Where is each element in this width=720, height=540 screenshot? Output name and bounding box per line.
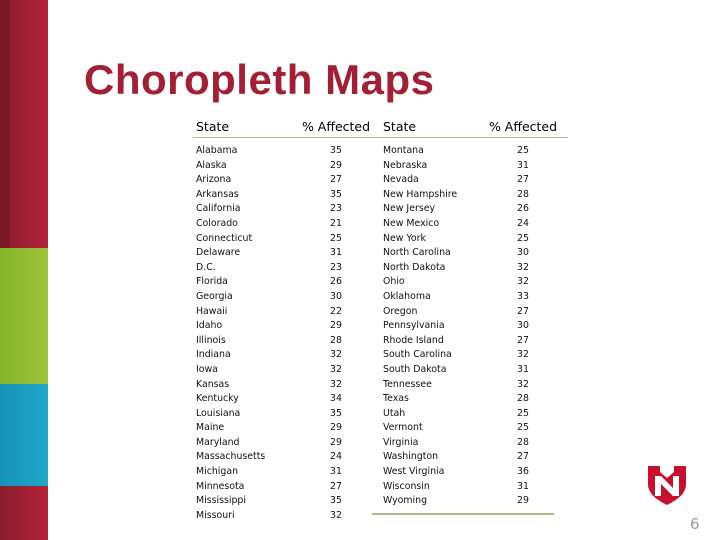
left-value-cell: 24 bbox=[330, 451, 342, 463]
table-row bbox=[193, 261, 568, 276]
table-row bbox=[193, 202, 568, 217]
table-row bbox=[193, 232, 568, 247]
right-state-cell: New York bbox=[383, 232, 426, 244]
left-value-cell: 27 bbox=[330, 174, 342, 186]
left-value-cell: 29 bbox=[330, 159, 342, 171]
table-row bbox=[193, 392, 568, 407]
right-value-cell: 36 bbox=[517, 466, 529, 478]
left-state-cell: Mississippi bbox=[196, 495, 246, 507]
right-value-cell: 27 bbox=[517, 334, 529, 346]
right-value-cell: 33 bbox=[517, 290, 529, 302]
right-value-cell: 27 bbox=[517, 451, 529, 463]
right-state-cell: New Hampshire bbox=[383, 188, 458, 200]
right-value-cell: 27 bbox=[517, 174, 529, 186]
table-row bbox=[193, 378, 568, 393]
right-value-cell: 26 bbox=[517, 203, 529, 215]
right-state-cell: New Mexico bbox=[383, 217, 440, 229]
left-state-cell: Hawaii bbox=[196, 305, 228, 317]
left-value-cell: 29 bbox=[330, 320, 342, 332]
right-value-cell: 25 bbox=[517, 232, 529, 244]
right-value-cell: 28 bbox=[517, 436, 529, 448]
right-value-cell: 28 bbox=[517, 188, 529, 200]
left-value-cell: 23 bbox=[330, 203, 342, 215]
left-value-cell: 29 bbox=[330, 422, 342, 434]
right-state-cell: Oregon bbox=[383, 305, 418, 317]
left-value-cell: 21 bbox=[330, 217, 342, 229]
left-state-cell: Georgia bbox=[196, 290, 233, 302]
left-value-cell: 27 bbox=[330, 480, 342, 492]
right-value-cell: 31 bbox=[517, 480, 529, 492]
header-state-right: State bbox=[381, 115, 478, 138]
header-state-left: State bbox=[193, 115, 291, 138]
right-state-cell: North Carolina bbox=[383, 247, 451, 259]
table-row bbox=[193, 407, 568, 422]
right-state-cell: Ohio bbox=[383, 276, 405, 288]
right-value-cell: 28 bbox=[517, 393, 529, 405]
table-row bbox=[193, 275, 568, 290]
left-state-cell: Arizona bbox=[196, 174, 232, 186]
right-state-cell: Wyoming bbox=[383, 495, 428, 507]
table-row bbox=[193, 494, 568, 509]
left-state-cell: Missouri bbox=[196, 509, 235, 521]
right-state-cell: Texas bbox=[383, 393, 409, 405]
left-state-cell: Kentucky bbox=[196, 393, 239, 405]
left-value-cell: 25 bbox=[330, 232, 342, 244]
left-value-cell: 32 bbox=[330, 363, 342, 375]
right-value-cell: 30 bbox=[517, 247, 529, 259]
table-row bbox=[193, 509, 568, 524]
sidebar-band-blue bbox=[0, 384, 48, 486]
right-state-cell: Tennessee bbox=[383, 378, 432, 390]
table-row bbox=[193, 246, 568, 261]
sidebar-color-bands bbox=[0, 0, 48, 540]
right-state-cell: Montana bbox=[383, 145, 424, 156]
left-value-cell: 35 bbox=[330, 188, 342, 200]
right-state-cell: Wisconsin bbox=[383, 480, 430, 492]
left-state-cell: Delaware bbox=[196, 247, 241, 259]
right-state-cell: Pennsylvania bbox=[383, 320, 445, 332]
left-value-cell: 35 bbox=[330, 145, 342, 156]
right-value-cell: 25 bbox=[517, 407, 529, 419]
table-row bbox=[193, 173, 568, 188]
right-state-cell: South Dakota bbox=[383, 363, 447, 375]
left-state-cell: Maine bbox=[196, 422, 225, 434]
table-row bbox=[193, 159, 568, 174]
right-value-cell: 31 bbox=[517, 159, 529, 171]
table-row bbox=[193, 334, 568, 349]
right-state-cell: Utah bbox=[383, 407, 406, 419]
table-row bbox=[193, 436, 568, 451]
table-row bbox=[193, 421, 568, 436]
right-value-cell: 25 bbox=[517, 145, 529, 156]
right-value-cell: 25 bbox=[517, 422, 529, 434]
right-state-cell bbox=[381, 509, 478, 524]
left-value-cell: 31 bbox=[330, 466, 342, 478]
right-value-cell: 32 bbox=[517, 261, 529, 273]
left-state-cell: Alaska bbox=[196, 159, 227, 171]
sidebar-band-dark-edge bbox=[0, 0, 10, 248]
left-state-cell: Arkansas bbox=[196, 188, 239, 200]
right-value-cell: 27 bbox=[517, 305, 529, 317]
left-state-cell: Michigan bbox=[196, 466, 239, 478]
table-row bbox=[193, 319, 568, 334]
right-state-cell: Nevada bbox=[383, 174, 419, 186]
right-state-cell: Virginia bbox=[383, 436, 419, 448]
table-body bbox=[193, 138, 568, 524]
left-value-cell: 29 bbox=[330, 436, 342, 448]
right-state-cell: Nebraska bbox=[383, 159, 428, 171]
sidebar-band-green bbox=[0, 248, 48, 384]
table-row bbox=[193, 363, 568, 378]
right-state-cell: Washington bbox=[383, 451, 439, 463]
left-value-cell: 22 bbox=[330, 305, 342, 317]
right-state-cell: New Jersey bbox=[383, 203, 436, 215]
left-state-cell: Illinois bbox=[196, 334, 226, 346]
left-state-cell: Maryland bbox=[196, 436, 240, 448]
left-value-cell: 35 bbox=[330, 407, 342, 419]
left-state-cell: Louisiana bbox=[196, 407, 241, 419]
n-logo-icon bbox=[645, 462, 689, 506]
table-bottom-rule bbox=[372, 513, 554, 515]
right-value-cell: 32 bbox=[517, 378, 529, 390]
sidebar-band-red-bottom bbox=[0, 486, 48, 540]
table-row bbox=[193, 138, 568, 159]
right-state-cell: Vermont bbox=[383, 422, 423, 434]
table-row bbox=[193, 305, 568, 320]
right-value-cell: 32 bbox=[517, 349, 529, 361]
table-row bbox=[193, 465, 568, 480]
left-state-cell: Massachusetts bbox=[196, 451, 266, 463]
left-value-cell: 32 bbox=[330, 349, 342, 361]
right-value-cell bbox=[478, 509, 568, 524]
left-state-cell: Florida bbox=[196, 276, 228, 288]
left-state-cell: Connecticut bbox=[196, 232, 253, 244]
left-value-cell: 28 bbox=[330, 334, 342, 346]
table-row bbox=[193, 188, 568, 203]
table-row bbox=[193, 290, 568, 305]
right-state-cell: West Virginia bbox=[383, 466, 445, 478]
slide-title: Choropleth Maps bbox=[84, 56, 435, 103]
left-state-cell: D.C. bbox=[196, 261, 216, 273]
left-state-cell: Idaho bbox=[196, 320, 223, 332]
table-header-row bbox=[193, 115, 568, 138]
right-state-cell: Oklahoma bbox=[383, 290, 431, 302]
left-value-cell: 30 bbox=[330, 290, 342, 302]
right-state-cell: Rhode Island bbox=[383, 334, 444, 346]
left-value-cell: 35 bbox=[330, 495, 342, 507]
left-state-cell: Colorado bbox=[196, 217, 238, 229]
left-state-cell: Iowa bbox=[196, 363, 218, 375]
left-value-cell: 32 bbox=[330, 378, 342, 390]
right-value-cell: 31 bbox=[517, 363, 529, 375]
state-affected-table bbox=[193, 115, 568, 523]
left-value-cell: 23 bbox=[330, 261, 342, 273]
right-state-cell: South Carolina bbox=[383, 349, 452, 361]
table-row bbox=[193, 348, 568, 363]
left-value-cell: 32 bbox=[330, 509, 342, 521]
right-value-cell: 29 bbox=[517, 495, 529, 507]
right-state-cell: North Dakota bbox=[383, 261, 446, 273]
header-affected-left: % Affected bbox=[291, 115, 381, 138]
left-state-cell: California bbox=[196, 203, 241, 215]
left-value-cell: 31 bbox=[330, 247, 342, 259]
header-affected-right: % Affected bbox=[478, 115, 568, 138]
left-value-cell: 34 bbox=[330, 393, 342, 405]
table-row bbox=[193, 480, 568, 495]
right-value-cell: 32 bbox=[517, 276, 529, 288]
table-row bbox=[193, 217, 568, 232]
left-state-cell: Kansas bbox=[196, 378, 230, 390]
right-value-cell: 30 bbox=[517, 320, 529, 332]
left-value-cell: 26 bbox=[330, 276, 342, 288]
left-state-cell: Minnesota bbox=[196, 480, 245, 492]
right-value-cell: 24 bbox=[517, 217, 529, 229]
page-number: 6 bbox=[690, 515, 700, 533]
left-state-cell: Alabama bbox=[196, 145, 238, 156]
table-row bbox=[193, 450, 568, 465]
left-state-cell: Indiana bbox=[196, 349, 231, 361]
